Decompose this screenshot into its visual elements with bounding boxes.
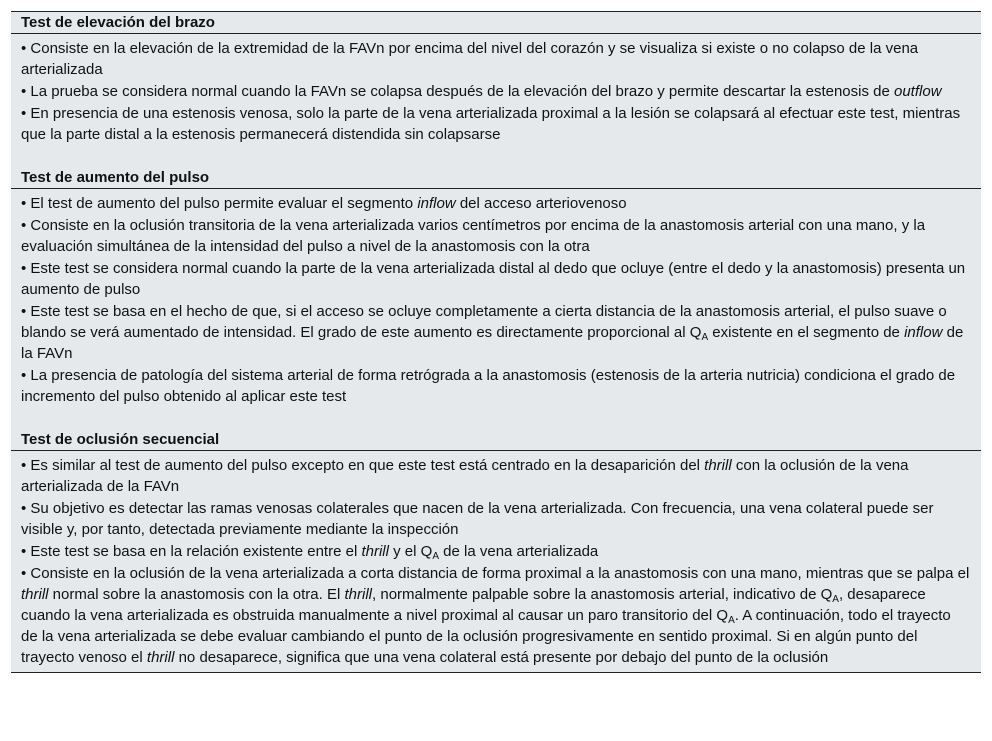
italic-term: thrill xyxy=(146,649,175,666)
bullet-list xyxy=(11,189,981,407)
bullet-text: con la oclusión de la vena arterializada de la FAVn xyxy=(21,457,909,495)
section-pulse-augmentation xyxy=(11,167,981,429)
bullet-text: • Este test se considera normal cuando la parte de la vena arterializada distal al dedo que ocluye (entre el dedo y la anastomosis) presenta un aumento de pulso xyxy=(21,260,966,298)
bullet-item xyxy=(21,541,971,562)
physical-exam-table xyxy=(11,11,981,673)
italic-term: inflow xyxy=(417,195,456,212)
bullet-text: . A continuación, todo el trayecto de la vena arterializada se debe evaluar cambiando el punto de la oclusión progresivamente en sentido proximal. Si en algún punto del trayecto venoso el xyxy=(21,607,951,666)
italic-term: thrill xyxy=(361,543,389,560)
bullet-text: • Es similar al test de aumento del pulso excepto en que este test está centrado en la desaparición del xyxy=(21,457,705,474)
section-spacer xyxy=(11,408,981,429)
bullet-item xyxy=(21,193,971,214)
section-title: Test de oclusión secuencial xyxy=(11,429,981,451)
italic-term: outflow xyxy=(894,83,942,100)
bullet-text: no desaparece, significa que una vena colateral está presente por debajo del punto de la oclusión xyxy=(174,649,829,666)
section-spacer xyxy=(11,146,981,167)
bullet-text: del acceso arteriovenoso xyxy=(455,195,627,212)
section-arm-elevation xyxy=(11,12,981,167)
bullet-text: • Este test se basa en la relación existente entre el xyxy=(21,543,362,560)
subscript: A xyxy=(432,551,439,562)
bullet-item xyxy=(21,215,971,257)
bullet-item xyxy=(21,498,971,540)
section-title: Test de aumento del pulso xyxy=(11,167,981,189)
bullet-text: • Consiste en la oclusión transitoria de la vena arterializada varios centímetros por encima de la anastomosis arterial con una mano, y la evaluación simultánea de la intensidad del pulso a nivel de la anastomosis con la otra xyxy=(21,217,926,255)
section-sequential-occlusion xyxy=(11,429,981,672)
subscript: A xyxy=(728,615,735,626)
bullet-item xyxy=(21,38,971,80)
bullet-text: • Consiste en la elevación de la extremidad de la FAVn por encima del nivel del corazón y se visualiza si existe o no colapso de la vena arterializada xyxy=(21,40,919,78)
italic-term: thrill xyxy=(21,586,49,603)
bullet-text: , desaparece cuando la vena arterializada es obstruida manualmente a nivel proximal al causar un paro transitorio del Q xyxy=(21,586,926,624)
italic-term: thrill xyxy=(344,586,373,603)
bullet-item xyxy=(21,563,971,668)
bullet-item xyxy=(21,301,971,364)
subscript: A xyxy=(832,594,839,605)
bullet-item xyxy=(21,81,971,102)
section-title: Test de elevación del brazo xyxy=(11,12,981,34)
subscript: A xyxy=(701,332,709,343)
bullet-item xyxy=(21,365,971,407)
bullet-list xyxy=(11,451,981,672)
bullet-text: y el Q xyxy=(388,543,433,560)
bullet-item xyxy=(21,455,971,497)
bullet-list xyxy=(11,34,981,145)
bullet-text: existente en el segmento de xyxy=(708,324,905,341)
bullet-text: • La prueba se considera normal cuando la FAVn se colapsa después de la elevación del brazo y permite descartar la estenosis de xyxy=(21,83,894,100)
italic-term: inflow xyxy=(904,324,943,341)
bullet-text: • La presencia de patología del sistema arterial de forma retrógrada a la anastomosis (estenosis de la arteria nutricia) condiciona el grado de incremento del pulso obtenido al aplicar este test xyxy=(21,367,956,405)
bullet-text: normal sobre la anastomosis con la otra. El xyxy=(48,586,345,603)
italic-term: thrill xyxy=(704,457,732,474)
bullet-text: • Consiste en la oclusión de la vena arterializada a corta distancia de forma proximal a la anastomosis con una mano, mientras que se palpa el xyxy=(21,565,970,582)
bullet-text: • El test de aumento del pulso permite evaluar el segmento xyxy=(21,195,418,212)
bullet-text: • En presencia de una estenosis venosa, solo la parte de la vena arterializada proximal a la lesión se colapsará al efectuar este test, mientras que la parte distal a la estenosis permanecerá distendida sin colapsarse xyxy=(21,105,961,143)
bullet-text: , normalmente palpable sobre la anastomosis arterial, indicativo de Q xyxy=(372,586,833,603)
bullet-text: de la vena arterializada xyxy=(439,543,599,560)
bullet-item xyxy=(21,103,971,145)
bullet-text: • Su objetivo es detectar las ramas venosas colaterales que nacen de la vena arterializada. Con frecuencia, una vena colateral puede ser visible y, por tanto, detectada previamente mediante la inspección xyxy=(21,500,934,538)
bullet-text: de la FAVn xyxy=(21,324,964,362)
bullet-text: • Este test se basa en el hecho de que, si el acceso se ocluye completamente a cierta distancia de la anastomosis arterial, el pulso suave o blando se verá aumentado de intensidad. El grado de este aumento es directamente proporcional al Q xyxy=(21,303,947,341)
bullet-item xyxy=(21,258,971,300)
